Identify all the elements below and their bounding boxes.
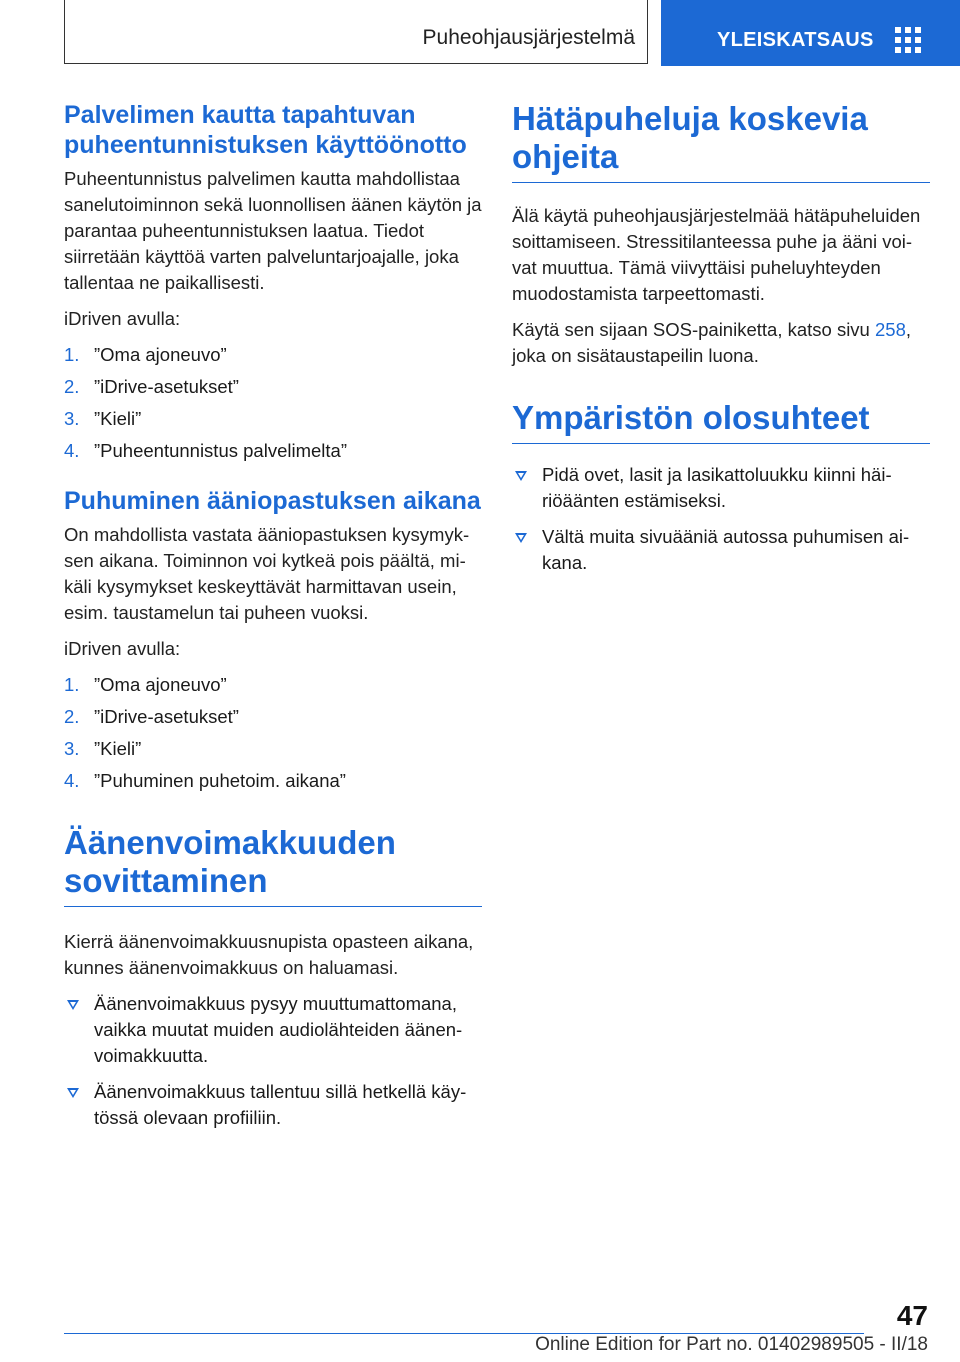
triangle-bullet-icon <box>67 1000 79 1010</box>
overview-tab-label: YLEISKATSAUS <box>717 29 874 51</box>
list-item <box>64 342 482 368</box>
step-number: 3. <box>64 738 80 759</box>
triangle-bullet-icon <box>67 1088 79 1098</box>
list-item <box>64 1079 482 1131</box>
page-number: 47 <box>896 1300 928 1331</box>
step-text: ”Puhuminen puhetoim. aikana” <box>94 770 346 791</box>
step-number: 2. <box>64 706 80 727</box>
heading-environment: Ympäristön olosuhteet <box>512 399 930 444</box>
list-item <box>64 438 482 464</box>
heading-emergency-calls: Hätäpuheluja koskevia ohjeita <box>512 100 930 183</box>
paragraph: Älä käytä puheohjausjärjestelmää hätäpuheluiden soittamiseen. Stressitilanteessa puhe ja ääni voivat muuttua. Tämä viivyttäisi puheluyhteyden muodostamista tarpeettomasti. <box>512 205 921 304</box>
heading-speaking-during-prompt: Puhuminen ääniopastuksen aikana <box>64 487 481 515</box>
edition-text: Online Edition for Part no. 01402989505 - II/18 <box>535 1334 928 1355</box>
heading-volume-adjustment: Äänenvoimakkuuden sovittaminen <box>64 824 482 907</box>
step-text: ”iDrive-asetukset” <box>94 376 239 397</box>
bullet-text: Äänenvoimakkuus pysyy muuttumattomana, vaikka muutat muiden audiolähteiden äänenvoimakkuutta. <box>94 993 463 1066</box>
list-item <box>64 406 482 432</box>
list-item <box>512 524 930 576</box>
list-item <box>64 736 482 762</box>
paragraph-sos <box>512 317 930 369</box>
list-item <box>64 672 482 698</box>
steps-list <box>64 672 482 794</box>
steps-list <box>64 342 482 464</box>
step-number: 4. <box>64 440 80 461</box>
overview-tab[interactable] <box>661 0 960 66</box>
triangle-bullet-icon <box>515 471 527 481</box>
step-text: ”Oma ajoneuvo” <box>94 674 227 695</box>
page-link[interactable]: 258 <box>875 319 906 340</box>
right-column <box>512 100 930 586</box>
step-number: 1. <box>64 344 80 365</box>
bullet-text: Pidä ovet, lasit ja lasikattoluukku kiinni häiriöäänten estämiseksi. <box>542 464 892 511</box>
bullet-text: Äänenvoimakkuus tallentuu sillä hetkellä käytössä olevaan profiiliin. <box>94 1081 467 1128</box>
step-text: ”Kieli” <box>94 408 142 429</box>
left-column <box>64 100 482 1141</box>
paragraph: On mahdollista vastata ääniopastuksen kysymyksen aikana. Toiminnon voi kytkeä pois päältä, mikäli kysymykset keskeyttävät harmittavan usein, esim. taustamelun tai puheen vuoksi. <box>64 524 470 623</box>
header-frame <box>64 0 648 64</box>
paragraph: Puheentunnistus palvelimen kautta mahdollistaa sanelutoiminnon sekä luonnollisen äänen käytön ja parantaa puheentunnistuksen laatua. Tiedot siirretään käyttöä varten palveluntarjoajalle, joka tallentaa ne paikallisesti. <box>64 168 482 293</box>
idrive-intro: iDriven avulla: <box>64 308 181 329</box>
step-text: ”Puheentunnistus palvelimelta” <box>94 440 347 461</box>
paragraph: Kierrä äänenvoimakkuusnupista opasteen aikana, kunnes äänenvoimakkuus on haluamasi. <box>64 931 474 978</box>
step-number: 1. <box>64 674 80 695</box>
list-item <box>64 704 482 730</box>
grid-icon <box>895 27 921 51</box>
step-text: ”Oma ajoneuvo” <box>94 344 227 365</box>
sos-text-after: , joka on sisätaustapeilin luona. <box>512 319 912 366</box>
heading-server-speech-recognition: Palvelimen kautta tapahtuvan puheentunnistuksen käyttöönotto <box>64 101 467 159</box>
list-item <box>64 991 482 1069</box>
list-item <box>64 768 482 794</box>
list-item <box>512 462 930 514</box>
step-text: ”iDrive-asetukset” <box>94 706 239 727</box>
list-item <box>64 374 482 400</box>
step-number: 4. <box>64 770 80 791</box>
bullet-list <box>512 462 930 576</box>
bullet-text: Vältä muita sivuääniä autossa puhumisen aikana. <box>542 526 910 573</box>
step-number: 2. <box>64 376 80 397</box>
idrive-intro: iDriven avulla: <box>64 638 181 659</box>
step-text: ”Kieli” <box>94 738 142 759</box>
sos-text-before: Käytä sen sijaan SOS-painiketta, katso sivu <box>512 319 875 340</box>
bullet-list <box>64 991 482 1131</box>
triangle-bullet-icon <box>515 533 527 543</box>
step-number: 3. <box>64 408 80 429</box>
section-title: Puheohjausjärjestelmä <box>422 26 635 49</box>
